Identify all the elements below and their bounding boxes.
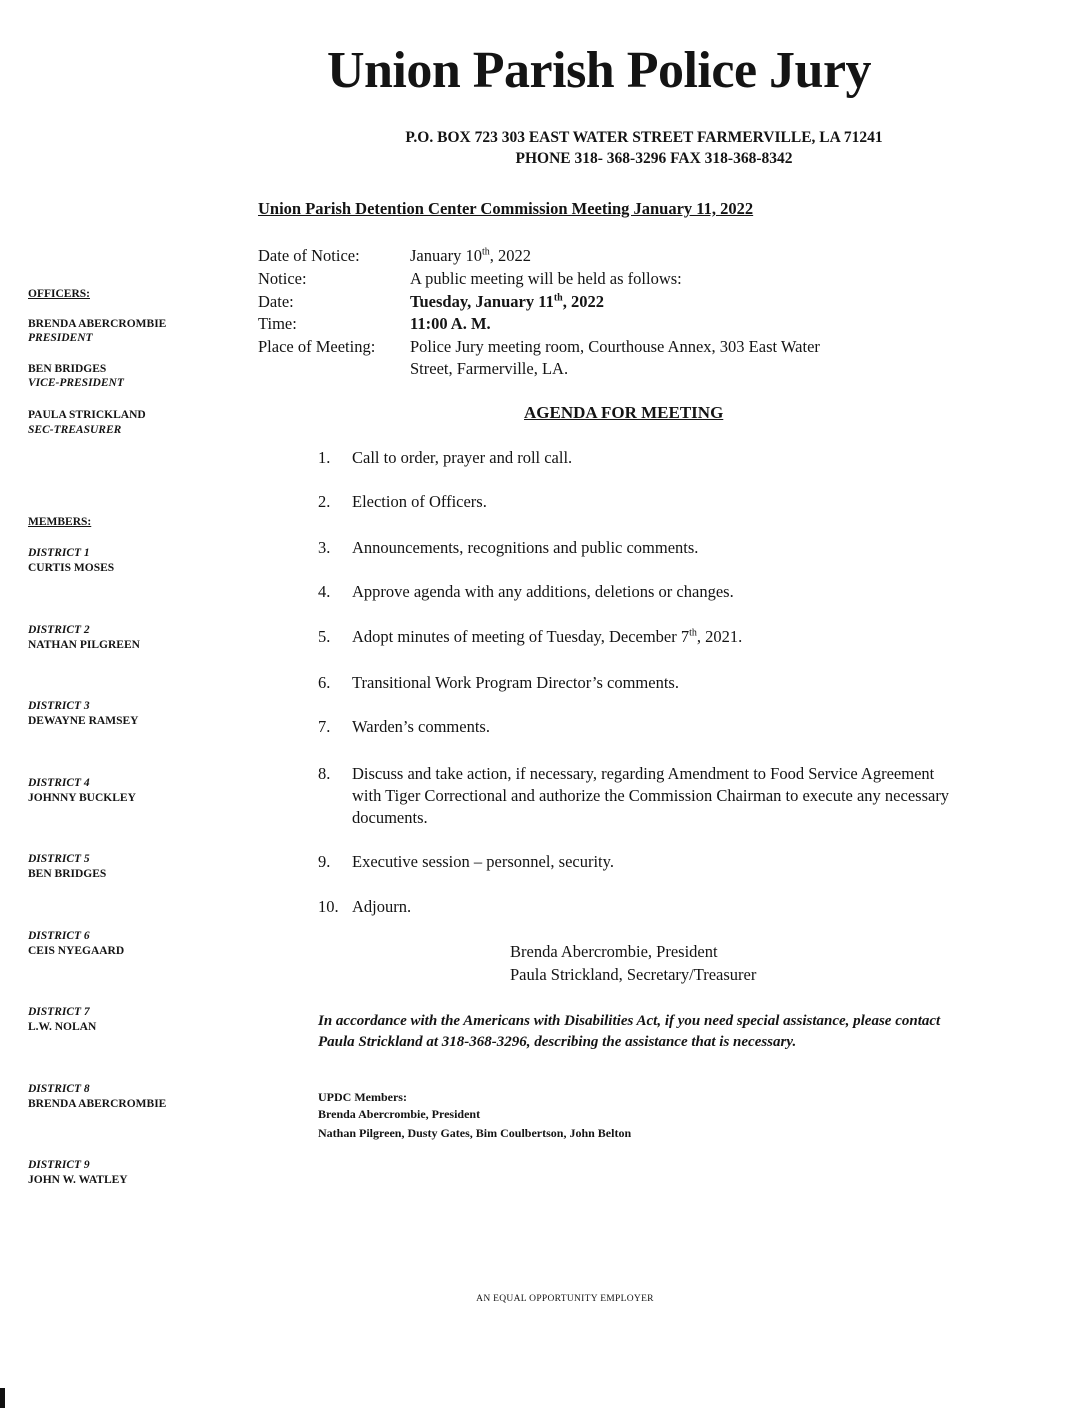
agenda-item xyxy=(318,716,958,738)
updc-heading: UPDC Members: xyxy=(318,1090,407,1104)
agenda-item-number: 3. xyxy=(318,538,331,557)
agenda-item-text: Announcements, recognitions and public comments. xyxy=(352,538,699,557)
agenda-item-number: 9. xyxy=(318,852,331,871)
officers-heading: OFFICERS: xyxy=(28,288,90,300)
agenda-item-number: 4. xyxy=(318,582,331,601)
notice-value: A public meeting will be held as follows: xyxy=(410,269,682,288)
scan-edge-mark xyxy=(0,1388,5,1408)
member-district: DISTRICT 4 xyxy=(28,777,90,789)
agenda-item-number: 6. xyxy=(318,673,331,692)
updc-line2: Nathan Pilgreen, Dusty Gates, Bim Coulbertson, John Belton xyxy=(318,1126,632,1140)
agenda-item xyxy=(318,447,958,469)
agenda-item-text: Call to order, prayer and roll call. xyxy=(352,448,573,467)
agenda-item-number: 8. xyxy=(318,764,331,783)
agenda-item xyxy=(318,763,958,829)
officer-role: VICE-PRESIDENT xyxy=(28,377,124,389)
agenda-item-text: Adopt minutes of meeting of Tuesday, December 7th, 2021. xyxy=(352,627,743,646)
agenda-item-text: Transitional Work Program Director’s comments. xyxy=(352,673,679,692)
agenda-item-text: Election of Officers. xyxy=(352,492,487,511)
member-name: JOHNNY BUCKLEY xyxy=(28,792,136,804)
agenda-item-text: Discuss and take action, if necessary, regarding Amendment to Food Service Agreement with Tiger Correctional and authorize the Commission Chairman to execute any necessary documents. xyxy=(352,764,950,827)
notice-label: Notice: xyxy=(258,269,307,288)
member-district: DISTRICT 5 xyxy=(28,853,90,865)
signature-secretary: Paula Strickland, Secretary/Treasurer xyxy=(510,965,757,984)
member-name: CEIS NYEGAARD xyxy=(28,945,125,957)
date-value: Tuesday, January 11th, 2022 xyxy=(410,292,604,311)
ada-notice: In accordance with the Americans with Disabilities Act, if you need special assistance, please contact Paula Strickland at 318-368-3296, describing the assistance that is necessary. xyxy=(318,1013,941,1050)
agenda-item-number: 7. xyxy=(318,717,331,736)
notice-row-place xyxy=(258,336,820,358)
agenda-item xyxy=(318,672,958,694)
notice-row-date-of-notice xyxy=(258,245,531,267)
agenda-item xyxy=(318,581,958,603)
member-district: DISTRICT 7 xyxy=(28,1006,90,1018)
member-district: DISTRICT 3 xyxy=(28,700,90,712)
members-heading: MEMBERS: xyxy=(28,516,92,528)
member-district: DISTRICT 9 xyxy=(28,1159,90,1171)
member-name: JOHN W. WATLEY xyxy=(28,1174,128,1186)
member-name: BEN BRIDGES xyxy=(28,868,107,880)
agenda-item-text: Warden’s comments. xyxy=(352,717,490,736)
mailing-address: P.O. BOX 723 303 EAST WATER STREET FARMERVILLE, LA 71241 xyxy=(405,129,883,146)
agenda-item xyxy=(318,851,958,873)
signature-president: Brenda Abercrombie, President xyxy=(510,942,718,961)
agenda-item xyxy=(318,537,958,559)
member-district: DISTRICT 6 xyxy=(28,930,90,942)
organization-name: Union Parish Police Jury xyxy=(326,42,872,99)
date-of-notice-value: January 10th, 2022 xyxy=(410,246,531,265)
updc-line1: Brenda Abercrombie, President xyxy=(318,1107,481,1121)
officer-name: PAULA STRICKLAND xyxy=(28,409,146,421)
agenda-item xyxy=(318,896,958,918)
agenda-item-text: Approve agenda with any additions, deletions or changes. xyxy=(352,582,734,601)
officer-name: BEN BRIDGES xyxy=(28,363,107,375)
place-label: Place of Meeting: xyxy=(258,337,376,356)
place-value-line1: Police Jury meeting room, Courthouse Annex, 303 East Water xyxy=(410,337,820,356)
agenda-item xyxy=(318,491,958,513)
member-district: DISTRICT 1 xyxy=(28,547,90,559)
officer-name: BRENDA ABERCROMBIE xyxy=(28,318,167,330)
meeting-title: Union Parish Detention Center Commission Meeting January 11, 2022 xyxy=(258,199,754,218)
member-name: DEWAYNE RAMSEY xyxy=(28,715,139,727)
place-value-line2: Street, Farmerville, LA. xyxy=(410,359,569,378)
agenda-item-text: Adjourn. xyxy=(352,897,412,916)
officer-role: PRESIDENT xyxy=(28,332,93,344)
member-name: NATHAN PILGREEN xyxy=(28,639,140,651)
agenda-item-text: Executive session – personnel, security. xyxy=(352,852,614,871)
notice-row-notice xyxy=(258,268,682,290)
notice-row-time xyxy=(258,313,491,335)
date-label: Date: xyxy=(258,292,294,311)
member-name: CURTIS MOSES xyxy=(28,562,115,574)
time-value: 11:00 A. M. xyxy=(410,314,491,333)
member-district: DISTRICT 2 xyxy=(28,624,90,636)
time-label: Time: xyxy=(258,314,297,333)
member-district: DISTRICT 8 xyxy=(28,1083,90,1095)
agenda-item-number: 1. xyxy=(318,448,331,467)
agenda-heading: AGENDA FOR MEETING xyxy=(524,403,724,422)
agenda-item-number: 5. xyxy=(318,627,331,646)
member-name: L.W. NOLAN xyxy=(28,1021,97,1033)
officer-role: SEC-TREASURER xyxy=(28,424,122,436)
agenda-item-number: 10. xyxy=(318,897,339,916)
agenda-item xyxy=(318,626,958,648)
agenda-item-number: 2. xyxy=(318,492,331,511)
date-of-notice-label: Date of Notice: xyxy=(258,246,360,265)
notice-row-date xyxy=(258,291,604,313)
member-name: BRENDA ABERCROMBIE xyxy=(28,1098,167,1110)
phone-fax: PHONE 318- 368-3296 FAX 318-368-8342 xyxy=(515,150,793,167)
footer-equal-opportunity: AN EQUAL OPPORTUNITY EMPLOYER xyxy=(476,1294,654,1304)
